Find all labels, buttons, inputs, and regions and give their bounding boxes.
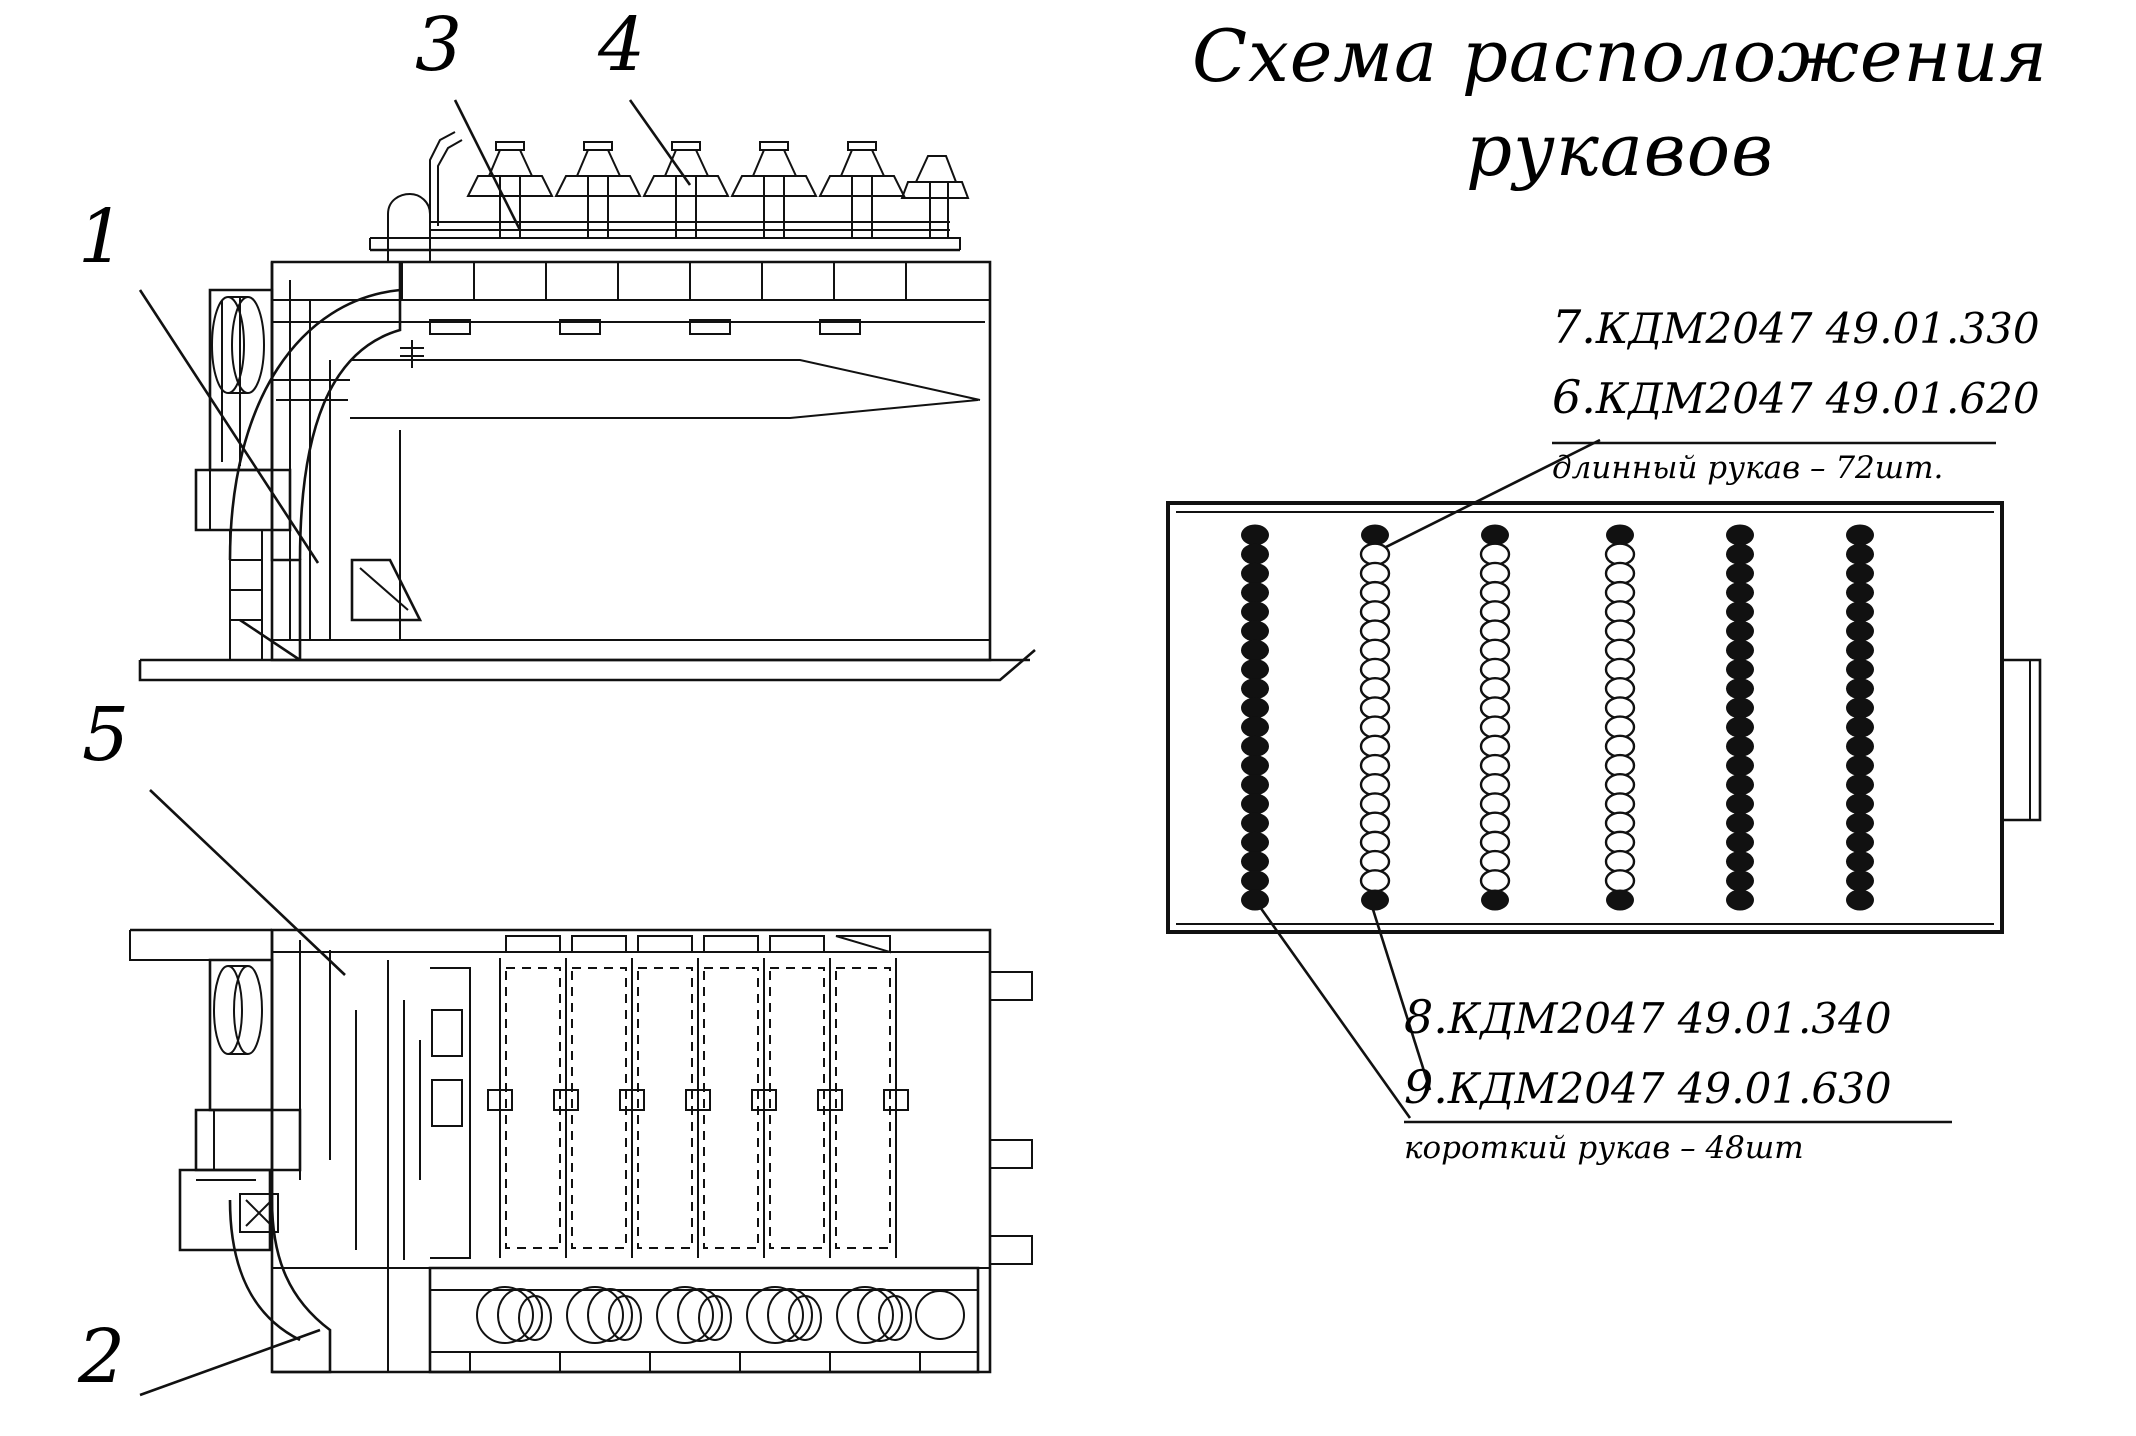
sleeve-marker: [1726, 659, 1754, 680]
sleeve-marker: [1606, 697, 1634, 718]
sleeve-marker: [1241, 736, 1269, 757]
sleeve-marker: [1481, 717, 1509, 738]
callout-5: 5: [82, 692, 130, 778]
sleeve-marker: [1361, 659, 1389, 680]
part-code-6: КДМ2047 49.01.620: [1595, 374, 2040, 423]
sleeve-marker: [1846, 717, 1874, 738]
sleeve-marker: [1606, 640, 1634, 661]
sleeve-marker: [1241, 697, 1269, 718]
sleeve-marker: [1241, 621, 1269, 642]
sleeve-marker: [1726, 774, 1754, 795]
sleeve-marker: [1846, 890, 1874, 911]
part-number-7: 7.: [1552, 300, 1596, 354]
sleeve-marker: [1241, 851, 1269, 872]
part-row-9: [1404, 1060, 1892, 1114]
sleeve-marker: [1726, 678, 1754, 699]
sleeve-marker: [1606, 736, 1634, 757]
sleeve-marker: [1481, 621, 1509, 642]
sleeve-marker: [1726, 736, 1754, 757]
sleeve-marker: [1241, 678, 1269, 699]
sleeve-marker: [1726, 793, 1754, 814]
sleeve-marker: [1481, 659, 1509, 680]
sleeve-marker: [1726, 851, 1754, 872]
callout-2: 2: [78, 1314, 126, 1400]
bottom-plan-view: [130, 930, 1032, 1372]
sleeve-marker: [1726, 890, 1754, 911]
sleeve-marker: [1481, 755, 1509, 776]
sleeve-marker: [1606, 582, 1634, 603]
sleeve-marker: [1361, 736, 1389, 757]
note-long-sleeve: длинный рукав – 72шт.: [1552, 450, 1944, 486]
sleeve-marker: [1846, 601, 1874, 622]
sleeve-marker: [1481, 851, 1509, 872]
sleeve-marker: [1846, 870, 1874, 891]
sleeve-marker: [1846, 582, 1874, 603]
sleeve-marker: [1481, 793, 1509, 814]
sleeve-marker: [1361, 832, 1389, 853]
note-short-sleeve: короткий рукав – 48шт: [1404, 1130, 1804, 1166]
sleeve-marker: [1846, 544, 1874, 565]
sleeve-marker: [1481, 678, 1509, 699]
sleeve-marker: [1481, 697, 1509, 718]
sleeve-marker: [1481, 640, 1509, 661]
top-elevation-view: [140, 132, 1035, 680]
part-number-8: 8.: [1404, 990, 1448, 1044]
sleeve-marker: [1481, 582, 1509, 603]
part-row-8: [1404, 990, 1892, 1044]
sleeve-marker: [1606, 717, 1634, 738]
sleeve-marker: [1726, 755, 1754, 776]
sleeve-marker: [1241, 813, 1269, 834]
sleeve-marker: [1846, 659, 1874, 680]
sleeve-marker: [1606, 525, 1634, 546]
sleeve-marker: [1361, 813, 1389, 834]
sleeve-columns: [1241, 525, 1874, 911]
diagram-title-line-1: Схема расположения: [1192, 14, 2048, 98]
sleeve-marker: [1726, 563, 1754, 584]
sleeve-marker: [1361, 793, 1389, 814]
sleeve-marker: [1361, 563, 1389, 584]
sleeve-marker: [1481, 813, 1509, 834]
sleeve-marker: [1606, 678, 1634, 699]
sleeve-marker: [1846, 621, 1874, 642]
sleeve-marker: [1726, 601, 1754, 622]
sleeve-marker: [1846, 813, 1874, 834]
sleeve-marker: [1481, 832, 1509, 853]
sleeve-marker: [1241, 832, 1269, 853]
sleeve-marker: [1726, 697, 1754, 718]
sleeve-marker: [1241, 659, 1269, 680]
part-row-6: [1552, 370, 2040, 424]
sleeve-marker: [1726, 640, 1754, 661]
sleeve-marker: [1361, 678, 1389, 699]
sleeve-marker: [1846, 793, 1874, 814]
sleeve-marker: [1846, 525, 1874, 546]
sleeve-marker: [1481, 890, 1509, 911]
part-code-9: КДМ2047 49.01.630: [1447, 1064, 1892, 1113]
sleeve-marker: [1606, 659, 1634, 680]
sleeve-marker: [1846, 678, 1874, 699]
sleeve-marker: [1606, 870, 1634, 891]
part-number-9: 9.: [1404, 1060, 1448, 1114]
sleeve-marker: [1846, 832, 1874, 853]
sleeve-marker: [1241, 890, 1269, 911]
sleeve-marker: [1241, 582, 1269, 603]
callout-3: 3: [415, 2, 463, 88]
sleeve-marker: [1846, 697, 1874, 718]
part-number-6: 6.: [1552, 370, 1596, 424]
sleeve-marker: [1481, 736, 1509, 757]
callout-1: 1: [78, 194, 126, 280]
sleeve-marker: [1846, 640, 1874, 661]
sleeve-marker: [1241, 640, 1269, 661]
part-code-8: КДМ2047 49.01.340: [1447, 994, 1892, 1043]
sleeve-marker: [1241, 755, 1269, 776]
sleeve-marker: [1361, 851, 1389, 872]
sleeve-marker: [1241, 601, 1269, 622]
sleeve-marker: [1606, 813, 1634, 834]
sleeve-marker: [1606, 621, 1634, 642]
sleeve-marker: [1726, 870, 1754, 891]
sleeve-marker: [1606, 793, 1634, 814]
sleeve-marker: [1606, 890, 1634, 911]
sleeve-marker: [1481, 870, 1509, 891]
diagram-title-line-2: рукавов: [1466, 108, 1774, 192]
part-row-7: [1552, 300, 2040, 354]
leader-lines: [140, 100, 690, 1395]
sleeve-marker: [1481, 544, 1509, 565]
sleeve-marker: [1846, 774, 1874, 795]
sleeve-marker: [1241, 793, 1269, 814]
sleeve-marker: [1606, 601, 1634, 622]
sleeve-marker: [1241, 717, 1269, 738]
sleeve-marker: [1241, 563, 1269, 584]
sleeve-marker: [1606, 755, 1634, 776]
sleeve-marker: [1241, 525, 1269, 546]
sleeve-marker: [1361, 755, 1389, 776]
sleeve-marker: [1361, 774, 1389, 795]
sleeve-marker: [1361, 544, 1389, 565]
sleeve-marker: [1726, 832, 1754, 853]
sleeve-marker: [1361, 582, 1389, 603]
sleeve-marker: [1606, 774, 1634, 795]
sleeve-marker: [1361, 870, 1389, 891]
sleeve-marker: [1606, 832, 1634, 853]
sleeve-marker: [1361, 640, 1389, 661]
sleeve-marker: [1361, 525, 1389, 546]
sleeve-marker: [1361, 697, 1389, 718]
sleeve-marker: [1481, 563, 1509, 584]
sleeve-marker: [1481, 525, 1509, 546]
sleeve-marker: [1726, 813, 1754, 834]
callout-4: 4: [598, 2, 646, 88]
sleeve-marker: [1481, 774, 1509, 795]
sleeve-marker: [1361, 890, 1389, 911]
sleeve-marker: [1726, 621, 1754, 642]
sleeve-marker: [1726, 582, 1754, 603]
sleeve-marker: [1241, 774, 1269, 795]
sleeve-marker: [1606, 563, 1634, 584]
sleeve-marker: [1726, 525, 1754, 546]
part-code-7: КДМ2047 49.01.330: [1595, 304, 2040, 353]
sleeve-marker: [1361, 717, 1389, 738]
sleeve-marker: [1846, 851, 1874, 872]
sleeve-marker: [1606, 851, 1634, 872]
sleeve-marker: [1846, 563, 1874, 584]
sleeve-marker: [1361, 621, 1389, 642]
sleeve-marker: [1481, 601, 1509, 622]
sleeve-marker: [1241, 870, 1269, 891]
sleeve-marker: [1241, 544, 1269, 565]
sleeve-marker: [1726, 544, 1754, 565]
sleeve-marker: [1846, 736, 1874, 757]
sleeve-marker: [1726, 717, 1754, 738]
sleeve-marker: [1846, 755, 1874, 776]
sleeve-marker: [1361, 601, 1389, 622]
sleeve-marker: [1606, 544, 1634, 565]
